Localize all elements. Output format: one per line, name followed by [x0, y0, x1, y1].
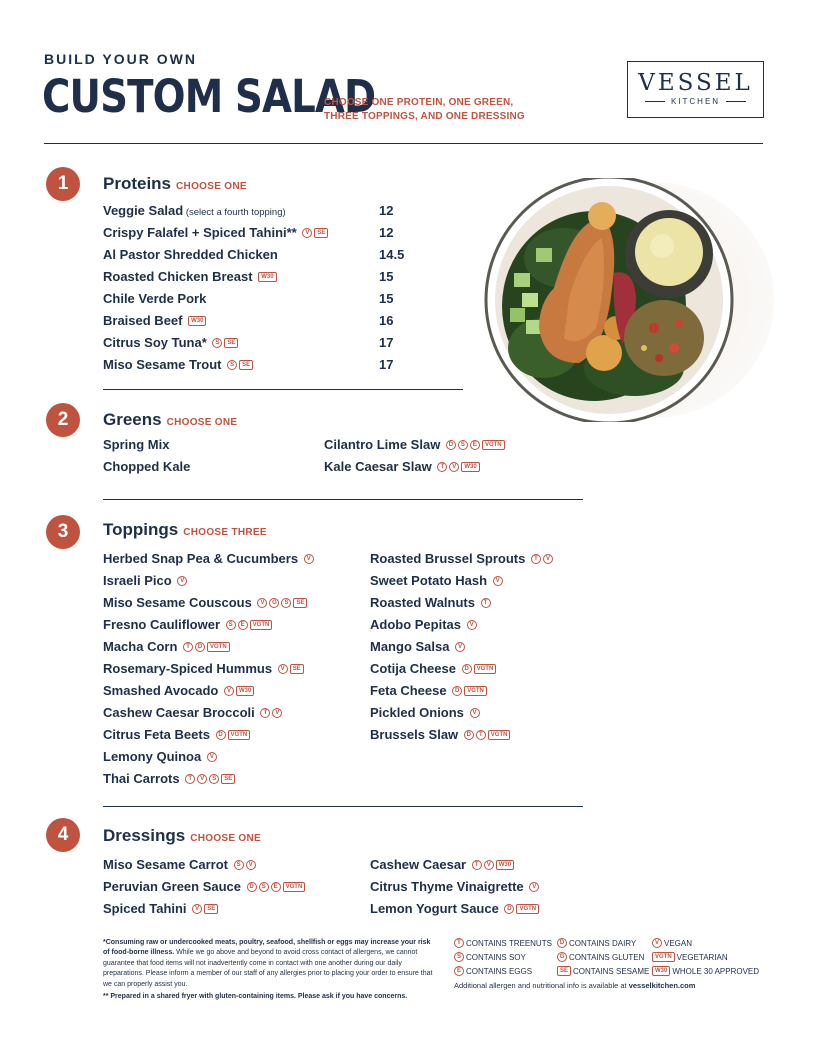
menu-item	[370, 727, 510, 743]
menu-item	[103, 857, 256, 873]
allergen-tag: D	[216, 730, 226, 740]
menu-item-price: 17	[379, 335, 394, 350]
allergen-tag: T	[437, 462, 447, 472]
proteins-title: Proteins	[103, 174, 172, 193]
warning-bold: *Consuming raw or undercooked meats, poultry, seafood, shellfish or eggs may increase your risk of food-borne illness.	[103, 939, 431, 957]
menu-item	[370, 857, 514, 873]
allergen-tag: T	[185, 774, 195, 784]
section-title-greens	[103, 410, 237, 430]
header-divider	[44, 143, 763, 144]
legend-label: VEGETARIAN	[676, 953, 728, 963]
menu-item	[103, 203, 286, 221]
allergen-tag: W30	[258, 272, 276, 282]
legend-tag: E	[454, 966, 464, 976]
menu-item-price: 14.5	[379, 247, 405, 262]
menu-item	[103, 879, 305, 895]
menu-item-name: Miso Sesame Trout	[103, 357, 222, 372]
menu-item-name: Chile Verde Pork	[103, 291, 207, 306]
menu-item	[370, 661, 496, 677]
menu-item-name: Pickled Onions	[370, 705, 464, 720]
menu-item	[103, 313, 206, 329]
legend-tag: S	[454, 952, 464, 962]
menu-item	[103, 269, 277, 285]
allergen-tag: V	[224, 686, 234, 696]
menu-item	[370, 901, 539, 917]
legend-tag: V	[652, 938, 662, 948]
legend-entry	[652, 953, 728, 963]
menu-item-name: Miso Sesame Carrot	[103, 857, 228, 872]
allergen-tag: S	[259, 882, 269, 892]
menu-item-name: Sweet Potato Hash	[370, 573, 488, 588]
allergen-tag: T	[183, 642, 193, 652]
allergen-tag: V	[455, 642, 465, 652]
menu-item-name: Chopped Kale	[103, 459, 191, 474]
menu-item	[370, 683, 487, 699]
subtitle-line-1: CHOOSE ONE PROTEIN, ONE GREEN,	[324, 97, 514, 108]
menu-item-name: Israeli Pico	[103, 573, 172, 588]
allergen-tag: V	[470, 708, 480, 718]
page-title: CUSTOM SALAD	[42, 70, 376, 123]
allergen-tag: V	[192, 904, 202, 914]
page-subtitle	[324, 96, 525, 124]
allergen-tag: VGTN	[250, 620, 273, 630]
legend-label: CONTAINS TREENUTS	[466, 939, 552, 949]
section-title-dressings	[103, 826, 261, 846]
menu-item-name: Feta Cheese	[370, 683, 447, 698]
dressing-highlight	[650, 234, 674, 258]
allergen-tag: D	[504, 904, 514, 914]
menu-item	[103, 683, 254, 699]
info-link[interactable]: vesselkitchen.com	[628, 981, 696, 990]
menu-item-name: Veggie Salad	[103, 203, 184, 218]
menu-item	[370, 573, 503, 589]
legend-entry	[557, 939, 636, 949]
menu-item-name: Cotija Cheese	[370, 661, 456, 676]
section-number-greens: 2	[46, 403, 80, 437]
menu-item-name: Macha Corn	[103, 639, 178, 654]
logo-sub-text: KITCHEN	[670, 97, 721, 106]
allergen-tag: G	[269, 598, 279, 608]
allergen-tag: SE	[290, 664, 304, 674]
allergen-tag: T	[260, 708, 270, 718]
allergen-tag: D	[247, 882, 257, 892]
menu-item-name: Brussels Slaw	[370, 727, 459, 742]
menu-item-name: Miso Sesame Couscous	[103, 595, 252, 610]
legend-label: CONTAINS GLUTEN	[569, 953, 645, 963]
menu-item	[103, 901, 218, 917]
legend-entry	[557, 953, 644, 963]
menu-item-price: 16	[379, 313, 394, 328]
allergen-tag: D	[195, 642, 205, 652]
salad-bowl-photo	[484, 178, 776, 422]
menu-item-name: Cilantro Lime Slaw	[324, 437, 441, 452]
allergen-tag: V	[207, 752, 217, 762]
menu-item-price: 12	[379, 225, 394, 240]
allergen-tag: V	[246, 860, 256, 870]
menu-item-name: Mango Salsa	[370, 639, 450, 654]
greens-choose: CHOOSE ONE	[166, 417, 238, 428]
israeli-pico	[624, 300, 704, 376]
allergen-tag: V	[529, 882, 539, 892]
menu-item	[103, 661, 304, 677]
menu-item	[370, 705, 480, 721]
allergen-tag: W30	[188, 316, 206, 326]
eyebrow-heading: BUILD YOUR OWN	[44, 51, 197, 67]
toppings-title: Toppings	[103, 520, 179, 539]
menu-item	[103, 225, 328, 241]
allergen-tag: V	[304, 554, 314, 564]
legend-entry	[454, 967, 532, 977]
allergen-tag: T	[476, 730, 486, 740]
menu-item-note: (select a fourth topping)	[183, 207, 286, 218]
menu-item-name: Spiced Tahini	[103, 901, 187, 916]
allergen-tag: S	[209, 774, 219, 784]
menu-item-name: Rosemary-Spiced Hummus	[103, 661, 273, 676]
legend-label: WHOLE 30 APPROVED	[672, 967, 760, 977]
allergen-tag: V	[197, 774, 207, 784]
legend-label: CONTAINS SOY	[466, 953, 526, 963]
menu-item-name: Braised Beef	[103, 313, 183, 328]
section-number-toppings: 3	[46, 515, 80, 549]
allergen-tag: S	[281, 598, 291, 608]
menu-item	[103, 459, 190, 475]
allergen-tag: V	[177, 576, 187, 586]
menu-item-name: Crispy Falafel + Spiced Tahini**	[103, 225, 297, 240]
legend-label: CONTAINS DAIRY	[569, 939, 637, 949]
allergen-tag: S	[458, 440, 468, 450]
food-safety-notice	[103, 938, 433, 1002]
menu-item-name: Smashed Avocado	[103, 683, 219, 698]
allergen-tag: V	[484, 860, 494, 870]
dressings-title: Dressings	[103, 826, 186, 845]
greens-divider	[103, 499, 583, 500]
allergen-tag: VGTN	[482, 440, 505, 450]
legend-entry	[454, 953, 526, 963]
proteins-choose: CHOOSE ONE	[176, 181, 247, 192]
legend-entry	[454, 939, 552, 949]
legend-tag: D	[557, 938, 567, 948]
allergen-tag: S	[212, 338, 222, 348]
allergen-tag: D	[446, 440, 456, 450]
menu-item-name: Al Pastor Shredded Chicken	[103, 247, 278, 262]
greens-title: Greens	[103, 410, 162, 429]
allergen-tag: VGTN	[474, 664, 497, 674]
menu-item-name: Lemony Quinoa	[103, 749, 202, 764]
legend-entry	[557, 967, 649, 977]
logo-line-left	[645, 101, 665, 102]
menu-item	[370, 639, 465, 655]
menu-item-name: Citrus Feta Beets	[103, 727, 210, 742]
menu-item-name: Spring Mix	[103, 437, 170, 452]
menu-item	[103, 771, 235, 787]
allergen-tag: VGTN	[283, 882, 306, 892]
allergen-tag: S	[234, 860, 244, 870]
allergen-tag: V	[543, 554, 553, 564]
legend-entry	[652, 967, 759, 977]
menu-item-name: Lemon Yogurt Sauce	[370, 901, 499, 916]
allergen-info-note	[454, 981, 695, 990]
allergen-tag: W30	[461, 462, 479, 472]
allergen-tag: E	[470, 440, 480, 450]
allergen-tag: SE	[314, 228, 328, 238]
allergen-tag: VGTN	[207, 642, 230, 652]
toppings-choose: CHOOSE THREE	[183, 527, 267, 538]
allergen-tag: SE	[204, 904, 218, 914]
menu-item	[103, 727, 250, 743]
legend-tag: T	[454, 938, 464, 948]
menu-item	[370, 595, 491, 611]
menu-item	[103, 749, 217, 765]
warning-paragraph	[103, 938, 433, 990]
info-text: Additional allergen and nutritional info is available at	[454, 981, 629, 990]
allergen-tag: SE	[293, 598, 307, 608]
allergen-tag: W30	[496, 860, 514, 870]
menu-item	[324, 459, 480, 475]
menu-item-name: Adobo Pepitas	[370, 617, 462, 632]
allergen-tag: W30	[236, 686, 254, 696]
allergen-tag: D	[464, 730, 474, 740]
menu-item	[103, 617, 272, 633]
allergen-tag: T	[531, 554, 541, 564]
menu-item-price: 17	[379, 357, 394, 372]
menu-item	[370, 617, 477, 633]
dressings-choose: CHOOSE ONE	[190, 833, 261, 844]
allergen-tag: D	[462, 664, 472, 674]
section-number-proteins: 1	[46, 167, 80, 201]
allergen-tag: V	[449, 462, 459, 472]
allergen-tag: SE	[224, 338, 238, 348]
menu-item	[103, 551, 314, 567]
allergen-tag: V	[493, 576, 503, 586]
menu-item-name: Roasted Chicken Breast	[103, 269, 253, 284]
allergen-tag: S	[227, 360, 237, 370]
allergen-tag: E	[271, 882, 281, 892]
allergen-tag: SE	[221, 774, 235, 784]
menu-item-name: Herbed Snap Pea & Cucumbers	[103, 551, 299, 566]
allergen-tag: V	[257, 598, 267, 608]
legend-label: CONTAINS SESAME	[573, 967, 650, 977]
allergen-tag: S	[226, 620, 236, 630]
menu-item-name: Citrus Thyme Vinaigrette	[370, 879, 524, 894]
menu-item-name: Fresno Cauliflower	[103, 617, 221, 632]
menu-item	[370, 879, 539, 895]
allergen-tag: SE	[239, 360, 253, 370]
fryer-notice: ** Prepared in a shared fryer with gluten-containing items. Please ask if you have concerns.	[103, 993, 408, 1001]
allergen-tag: T	[481, 598, 491, 608]
menu-item-name: Cashew Caesar	[370, 857, 467, 872]
section-title-toppings	[103, 520, 267, 540]
vessel-kitchen-logo	[627, 61, 764, 118]
menu-item-name: Roasted Walnuts	[370, 595, 475, 610]
proteins-divider	[103, 389, 463, 390]
menu-item	[103, 595, 307, 611]
allergen-tag: VGTN	[516, 904, 539, 914]
menu-item	[103, 705, 282, 721]
menu-item	[103, 247, 278, 263]
allergen-tag: V	[278, 664, 288, 674]
allergen-tag: T	[472, 860, 482, 870]
menu-item	[370, 551, 553, 567]
menu-item	[103, 291, 206, 307]
allergen-tag: VGTN	[488, 730, 511, 740]
logo-subtitle	[628, 97, 763, 106]
menu-item	[103, 639, 230, 655]
legend-tag: W30	[652, 966, 670, 976]
logo-wordmark: VESSEL	[638, 70, 753, 96]
allergen-tag: V	[467, 620, 477, 630]
allergen-tag: E	[238, 620, 248, 630]
menu-item	[103, 335, 238, 351]
menu-item-name: Roasted Brussel Sprouts	[370, 551, 526, 566]
menu-item	[103, 437, 169, 453]
section-title-proteins	[103, 174, 247, 194]
legend-entry	[652, 939, 692, 949]
legend-label: CONTAINS EGGS	[466, 967, 533, 977]
allergen-tag: VGTN	[228, 730, 251, 740]
menu-item-price: 15	[379, 291, 394, 306]
allergen-tag: D	[452, 686, 462, 696]
menu-item-price: 12	[379, 203, 394, 218]
menu-item	[103, 573, 187, 589]
allergen-tag: VGTN	[464, 686, 487, 696]
menu-item-name: Peruvian Green Sauce	[103, 879, 242, 894]
legend-label: VEGAN	[664, 939, 693, 949]
logo-line-right	[726, 101, 746, 102]
menu-item-name: Thai Carrots	[103, 771, 180, 786]
menu-item	[324, 437, 505, 453]
warning-text: While we go above and beyond to avoid cross contact of allergens, we cannot guarantee that food items will not inadvertently come in contact with one another during our daily preparations. Please inform a member of our staff of any allergies prior to placing your order to ensure that we can properly assist you.	[103, 949, 433, 988]
allergen-tag: V	[302, 228, 312, 238]
menu-item-name: Kale Caesar Slaw	[324, 459, 432, 474]
toppings-divider	[103, 806, 583, 807]
legend-tag: SE	[557, 966, 571, 976]
menu-item	[103, 357, 253, 373]
section-number-dressings: 4	[46, 818, 80, 852]
allergen-tag: V	[272, 708, 282, 718]
legend-tag: VGTN	[652, 952, 675, 962]
legend-tag: G	[557, 952, 567, 962]
subtitle-line-2: THREE TOPPINGS, AND ONE DRESSING	[324, 111, 525, 122]
menu-item-price: 15	[379, 269, 394, 284]
menu-item-name: Cashew Caesar Broccoli	[103, 705, 255, 720]
menu-item-name: Citrus Soy Tuna*	[103, 335, 207, 350]
